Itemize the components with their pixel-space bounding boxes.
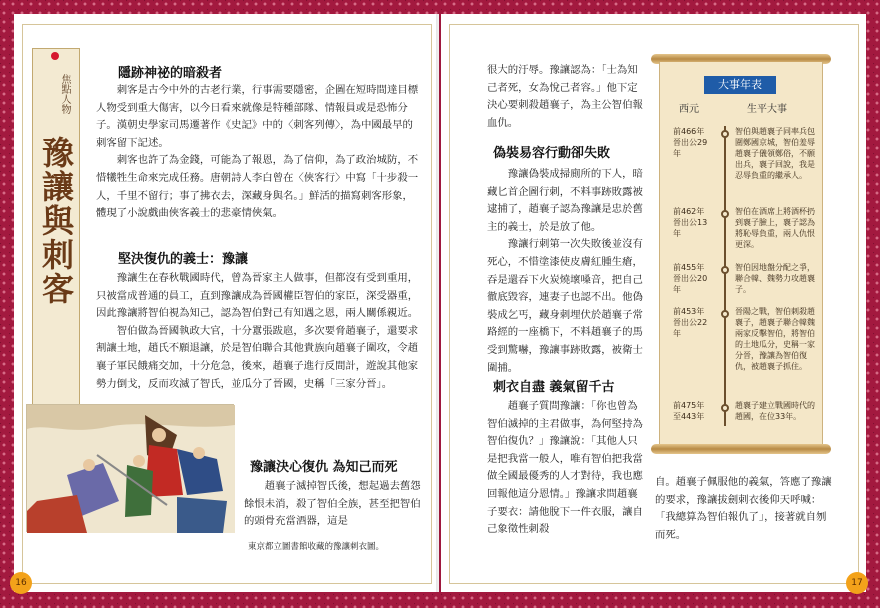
timeline-event-header: 生平大事 (747, 104, 787, 115)
section-heading-disguise: 偽裝易容行動卻失敗 (493, 146, 611, 161)
timeline-year-header: 西元 (679, 104, 699, 115)
timeline-date: 前453年 晉出公22 年 (673, 307, 708, 338)
timeline-event: 智伯在酒席上將酒杯扔到襄子臉上，襄子認為將恥辱負重，兩人仇恨更深。 (735, 207, 815, 249)
paragraph: 趙襄子滅掉智氏後，想起過去舊怨餘恨未消，殺了智伯全族，甚至把智伯的頭骨充當酒器，這是 (244, 480, 421, 528)
timeline-dot (721, 210, 729, 218)
section-body-death (487, 398, 645, 539)
timeline-line (724, 126, 726, 426)
timeline-dot (721, 266, 729, 274)
paragraph: 豫讓行刺第一次失敗後並沒有死心，不惜塗漆使皮膚紅腫生瘡，吞是還吞下火炭燒壞嗓音，把自己徹底毀容，連妻子也認不出。他偽裝成乞丐，藏身刺埋伏於趙襄子常路經的一座橋下，不料趙襄子的馬受到驚嚇，豫讓事跡敗露，被衛士圍捕。 (487, 238, 643, 374)
paragraph: 很大的汙辱。豫讓認為：「士為知己者死，女為悅己者容。」他下定決心要刺殺趙襄子，為主公智伯報血仇。 (487, 64, 643, 129)
timeline-scroll (651, 54, 831, 454)
paragraph: 趙襄子質問豫讓：「你也曾為智伯滅掉的主君做事，為何堅持為智伯復仇？」豫讓說：「其他人只是把我當一般人，唯有智伯把我當做全國最優秀的人才對待，我也應回報他這分恩情。」豫讓求問趙襄子要衣：請他脫下一件衣服，讓自己象徵性刺殺 (487, 400, 643, 536)
paragraph: 刺客也許了為金錢，可能為了報恩，為了信仰，為了政治城防，不惜犧牲生命來完成任務。唐朝詩人李白曾在〈俠客行〉中寫「十步殺一人，千里不留行；事了拂衣去，深藏身與名。」鮮活的描寫刺客形象，體現了小說戲曲俠客義士的悲豪情俠氣。 (96, 154, 419, 220)
section-heading-death: 刺衣自盡 義氣留千古 (493, 380, 615, 395)
section-body-assassin (96, 82, 421, 223)
bullet-dot-icon (51, 52, 59, 60)
focus-person-label: 焦點人物 (59, 74, 70, 114)
illustration-caption: 東京都立圖書館收藏的豫讓刺衣圖。 (248, 542, 385, 552)
timeline-date: 前466年 晉出公29 年 (673, 127, 708, 158)
scroll-body (659, 62, 823, 446)
section-heading-revenge: 豫讓決心復仇 為知己而死 (250, 460, 398, 475)
section-heading-yurang: 堅決復仇的義士：豫讓 (118, 252, 249, 267)
timeline-date: 前475年 至443年 (673, 401, 705, 421)
timeline-event: 智伯因地盤分配之爭，聯合韓、魏勢力攻趙襄子。 (735, 263, 815, 294)
timeline-event: 趙襄子建立戰國時代的趙國，在位33年。 (735, 401, 815, 421)
side-title: 豫讓與刺客 (37, 136, 75, 306)
page-number-left: 16 (10, 572, 32, 594)
timeline-dot (721, 130, 729, 138)
scroll-bottom-rod (651, 444, 831, 454)
timeline-date: 前462年 晉出公13 年 (673, 207, 708, 238)
timeline-date: 前455年 晉出公20 年 (673, 263, 708, 294)
section-body-ending (655, 474, 835, 544)
timeline-event: 智伯與趙襄子同率兵包圍鄭國京城，智伯羞辱趙襄子儀領鄭俗，不願出兵，襄子回說，我是忍辱負重的繼承人。 (735, 127, 815, 180)
page-number-right: 17 (846, 572, 868, 594)
assassination-painting-icon (27, 405, 235, 533)
paragraph: 自。趙襄子佩服他的義氣，答應了豫讓的要求，豫讓拔劍刺衣後仰天呼喊：「我總算為智伯報仇了」，接著就自刎而死。 (655, 476, 832, 541)
illustration-image (26, 404, 234, 532)
section-heading-assassin: 隱跡神祕的暗殺者 (118, 66, 223, 81)
paragraph: 豫讓偽裝成掃廁所的下人，暗藏匕首企圖行刺，不料事跡敗露被逮捕了，趙襄子認為豫讓是忠於舊主的義士，於是放了他。 (487, 168, 643, 233)
timeline-dot (721, 310, 729, 318)
paragraph: 智伯做為晉國執政大官，十分囂張跋扈，多次要脅趙襄子，還要求割讓土地，趙氏不願退讓，於是智伯聯合其他貴族向趙襄子圍攻，令趙襄子軍民餓痛交加，十分危急，後來，趙襄子進行反間計，遊說其他家勢力倒戈，反而攻滅了智氏，並瓜分了晉國，史稱「三家分晉」。 (96, 324, 419, 390)
paragraph: 豫讓生在春秋戰國時代，曾為晉家主人做事，但都沒有受到重用，只被當成普通的員工，直到豫讓成為晉國權臣智伯的家臣，深受器重，因此豫讓將智伯視為知己，認為智伯對己有知遇之恩，兩人關係親近。 (96, 272, 419, 320)
section-body-yurang (96, 270, 421, 393)
timeline-dot (721, 404, 729, 412)
section-body-disguise (487, 166, 645, 377)
left-page (14, 14, 439, 592)
section-body-revenge (244, 478, 422, 531)
section-body-continued (487, 62, 645, 132)
timeline-event: 晉陽之戰，智伯刺殺趙襄子，趙襄子聯合韓魏兩家反擊智伯，將智伯的土地瓜分，史稱一家分晉，豫讓為智伯復仇，被趙襄子抓住。 (735, 307, 815, 371)
paragraph: 刺客是古今中外的古老行業，行事需要隱密，企圖在短時間達目標人物受到重大傷害，以今日看來就像是特種部隊、情報員或是恐怖分子。漢朝史學家司馬遷著作《史記》中的〈刺客列傳〉，為中國最早的刺客留下記述。 (96, 84, 419, 149)
timeline-title: 大事年表 (704, 76, 776, 94)
